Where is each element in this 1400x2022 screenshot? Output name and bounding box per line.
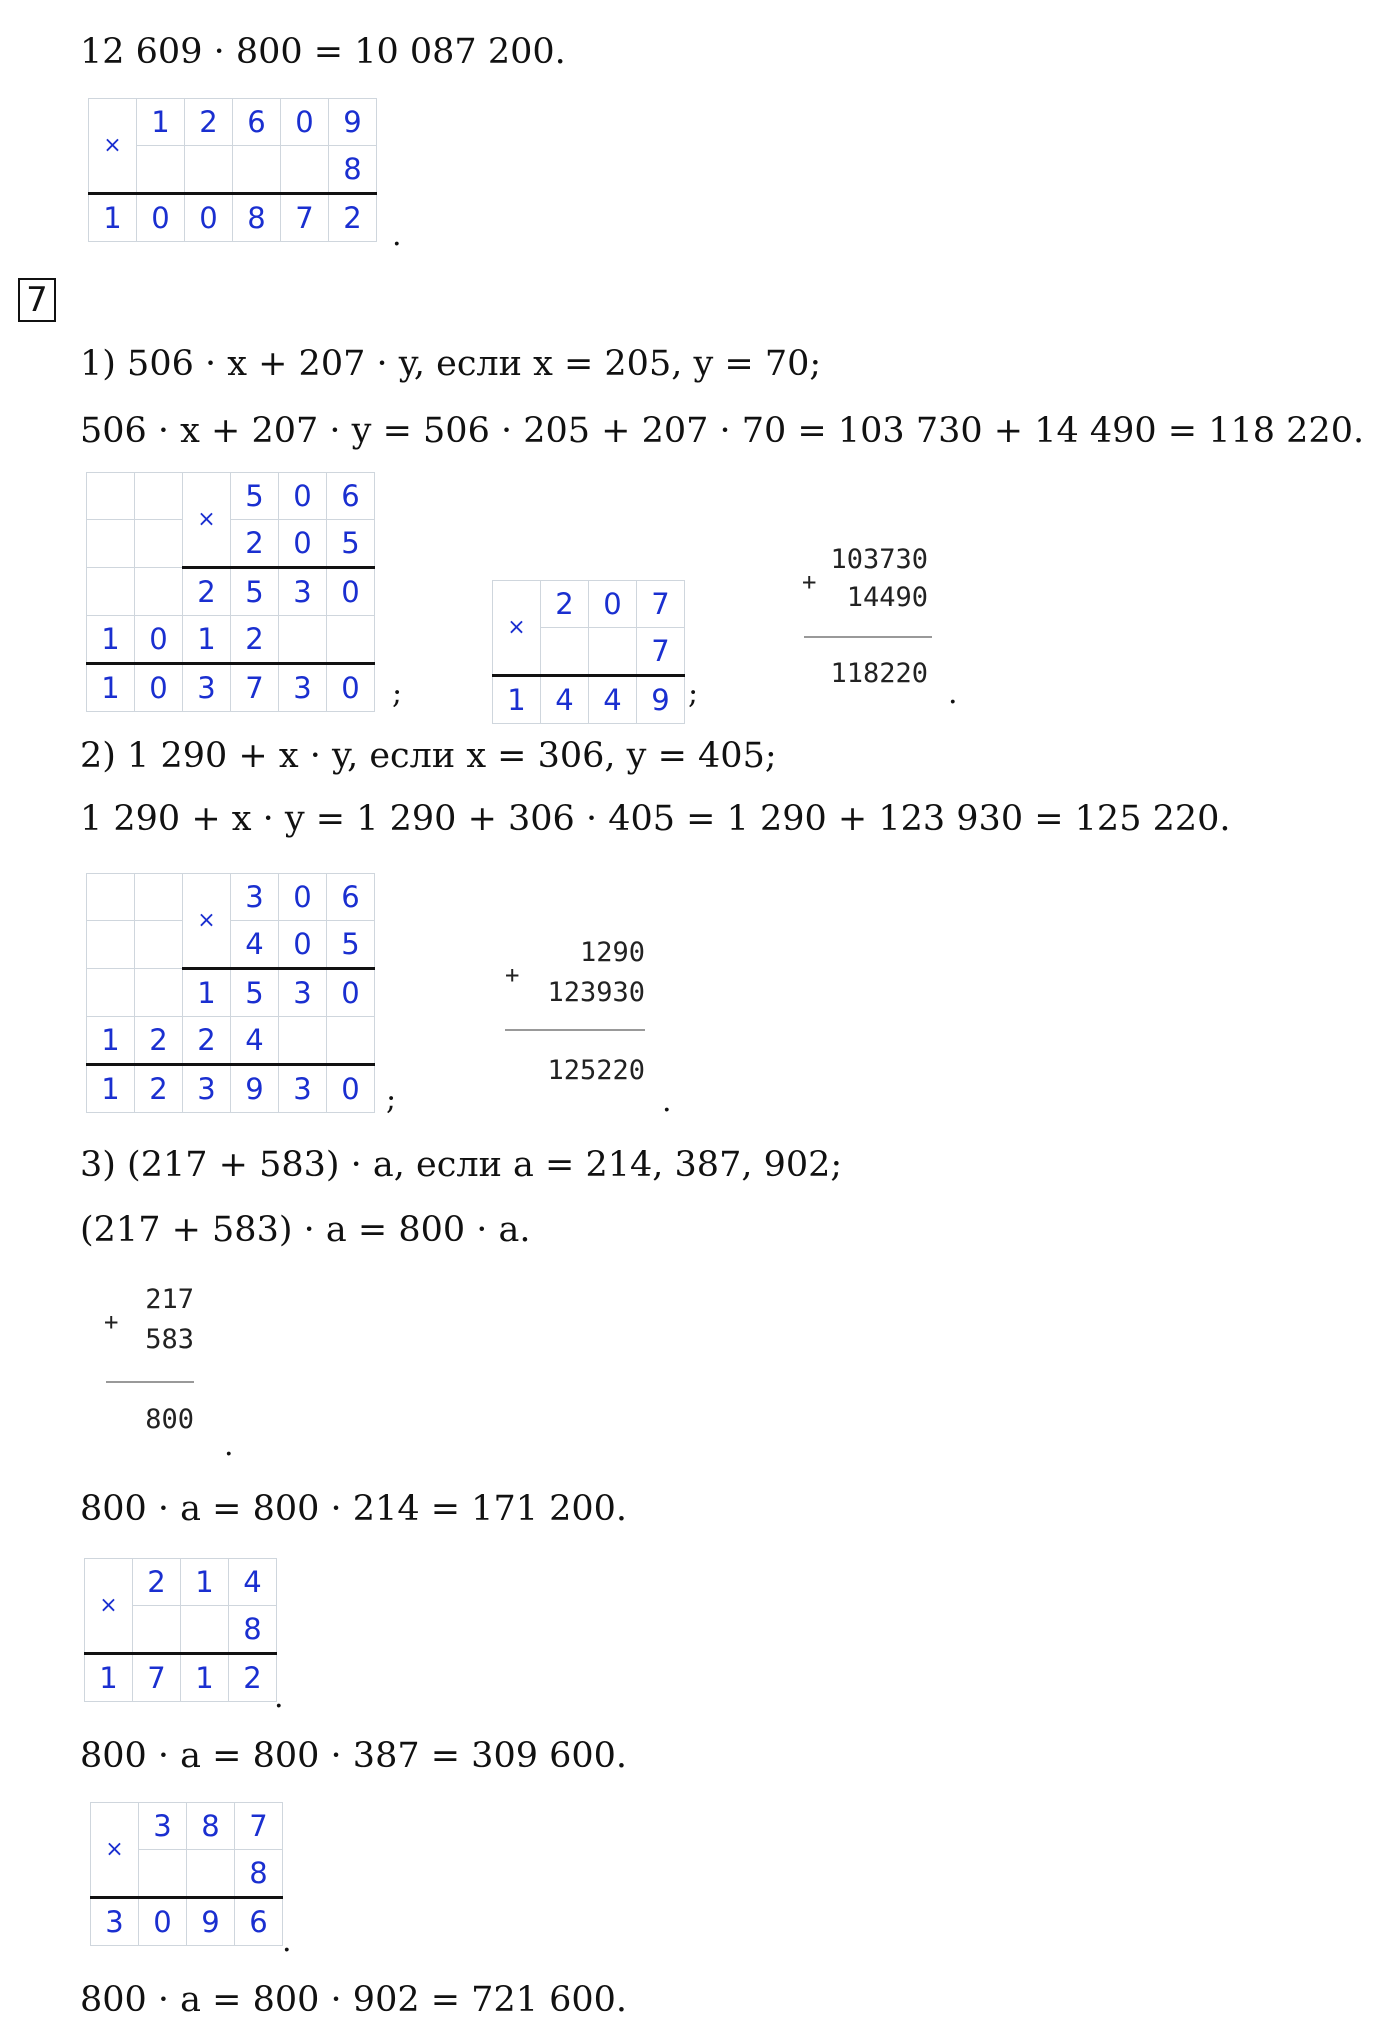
digit-cell: 9 bbox=[231, 1065, 279, 1113]
digit-cell: 4 bbox=[231, 1017, 279, 1065]
empty-cell bbox=[541, 628, 589, 676]
digit-cell: 2 bbox=[231, 520, 279, 568]
empty-cell bbox=[135, 520, 183, 568]
digit-cell: 0 bbox=[279, 473, 327, 520]
digit-cell: 1 bbox=[183, 616, 231, 664]
digit-cell: 0 bbox=[139, 1898, 187, 1946]
semicolon: ; bbox=[688, 676, 699, 711]
digit-cell: 3 bbox=[279, 664, 327, 712]
empty-cell bbox=[185, 146, 233, 194]
digit-cell: 5 bbox=[327, 520, 375, 568]
digit-cell: 2 bbox=[185, 99, 233, 146]
digit-cell: 7 bbox=[637, 628, 685, 676]
period: . bbox=[282, 1924, 292, 1959]
empty-cell bbox=[135, 568, 183, 616]
digit-cell: 0 bbox=[137, 194, 185, 242]
digit-cell: 1 bbox=[137, 99, 185, 146]
empty-cell bbox=[233, 146, 281, 194]
period: . bbox=[392, 218, 402, 253]
digit-cell: 6 bbox=[235, 1898, 283, 1946]
empty-cell bbox=[139, 1850, 187, 1898]
semicolon: ; bbox=[386, 1082, 397, 1117]
empty-cell bbox=[589, 628, 637, 676]
digit-cell: 3 bbox=[279, 568, 327, 616]
empty-cell bbox=[137, 146, 185, 194]
digit-cell: 7 bbox=[235, 1803, 283, 1850]
digit-cell: 9 bbox=[187, 1898, 235, 1946]
digit-cell: 1 bbox=[87, 1065, 135, 1113]
semicolon: ; bbox=[392, 676, 403, 711]
task-line: 2) 1 290 + x · y, если x = 306, y = 405; bbox=[80, 736, 777, 776]
digit-cell: 3 bbox=[279, 1065, 327, 1113]
times-sign: × bbox=[91, 1803, 139, 1898]
empty-cell bbox=[187, 1850, 235, 1898]
times-sign: × bbox=[183, 473, 231, 568]
empty-cell bbox=[181, 1606, 229, 1654]
digit-cell: 1 bbox=[87, 1017, 135, 1065]
digit-cell: 2 bbox=[133, 1559, 181, 1606]
empty-cell bbox=[87, 520, 135, 568]
empty-cell bbox=[279, 1017, 327, 1065]
empty-cell bbox=[87, 473, 135, 520]
digit-cell: 1 bbox=[87, 664, 135, 712]
digit-cell: 0 bbox=[279, 520, 327, 568]
column-addition: + 217 583 800 bbox=[104, 1284, 194, 1435]
plus-sign: + bbox=[802, 568, 817, 596]
empty-cell bbox=[135, 874, 183, 921]
multiplication-grid bbox=[90, 1802, 283, 1946]
digit-cell: 3 bbox=[139, 1803, 187, 1850]
digit-cell: 5 bbox=[327, 921, 375, 969]
plus-sign: + bbox=[505, 961, 520, 989]
digit-cell: 0 bbox=[589, 581, 637, 628]
digit-cell: 1 bbox=[87, 616, 135, 664]
digit-cell: 4 bbox=[589, 676, 637, 724]
digit-cell: 7 bbox=[281, 194, 329, 242]
period: . bbox=[662, 1084, 672, 1119]
digit-cell: 8 bbox=[187, 1803, 235, 1850]
digit-cell: 0 bbox=[135, 616, 183, 664]
digit-cell: 2 bbox=[135, 1065, 183, 1113]
digit-cell: 1 bbox=[493, 676, 541, 724]
digit-cell: 0 bbox=[279, 921, 327, 969]
empty-cell bbox=[87, 969, 135, 1017]
times-sign: × bbox=[85, 1559, 133, 1654]
empty-cell bbox=[327, 1017, 375, 1065]
digit-cell: 2 bbox=[541, 581, 589, 628]
task-line: 3) (217 + 583) · a, если a = 214, 387, 902; bbox=[80, 1145, 843, 1185]
digit-cell: 1 bbox=[181, 1654, 229, 1702]
column-addition: + 1290 123930 125220 bbox=[505, 937, 645, 1086]
digit-cell: 4 bbox=[229, 1559, 277, 1606]
task-number-badge: 7 bbox=[18, 278, 56, 322]
empty-cell bbox=[281, 146, 329, 194]
period: . bbox=[948, 676, 958, 711]
empty-cell bbox=[135, 921, 183, 969]
digit-cell: 1 bbox=[181, 1559, 229, 1606]
equation-line: 800 · a = 800 · 387 = 309 600. bbox=[80, 1736, 628, 1776]
sum-rule bbox=[804, 636, 932, 638]
digit-cell: 8 bbox=[235, 1850, 283, 1898]
equation-line: 800 · a = 800 · 214 = 171 200. bbox=[80, 1489, 628, 1529]
digit-cell: 8 bbox=[329, 146, 377, 194]
sum-rule bbox=[106, 1381, 194, 1383]
digit-cell: 6 bbox=[327, 874, 375, 921]
empty-cell bbox=[133, 1606, 181, 1654]
digit-cell: 3 bbox=[279, 969, 327, 1017]
sum-rule bbox=[505, 1029, 645, 1031]
digit-cell: 0 bbox=[135, 664, 183, 712]
plus-sign: + bbox=[104, 1308, 119, 1336]
equation-line: 506 · x + 207 · y = 506 · 205 + 207 · 70 = 103 730 + 14 490 = 118 220. bbox=[80, 411, 1365, 451]
digit-cell: 2 bbox=[231, 616, 279, 664]
digit-cell: 6 bbox=[233, 99, 281, 146]
multiplication-grid bbox=[86, 873, 375, 1113]
times-sign: × bbox=[183, 874, 231, 969]
empty-cell bbox=[279, 616, 327, 664]
digit-cell: 2 bbox=[183, 1017, 231, 1065]
digit-cell: 3 bbox=[183, 1065, 231, 1113]
digit-cell: 0 bbox=[185, 194, 233, 242]
digit-cell: 0 bbox=[281, 99, 329, 146]
times-sign: × bbox=[89, 99, 137, 194]
digit-cell: 0 bbox=[327, 664, 375, 712]
digit-cell: 0 bbox=[279, 874, 327, 921]
digit-cell: 8 bbox=[229, 1606, 277, 1654]
empty-cell bbox=[135, 473, 183, 520]
empty-cell bbox=[327, 616, 375, 664]
digit-cell: 5 bbox=[231, 568, 279, 616]
digit-cell: 2 bbox=[229, 1654, 277, 1702]
column-addition: + 103730 14490 118220 bbox=[800, 544, 928, 694]
digit-cell: 1 bbox=[89, 194, 137, 242]
digit-cell: 1 bbox=[183, 969, 231, 1017]
digit-cell: 2 bbox=[329, 194, 377, 242]
digit-cell: 2 bbox=[135, 1017, 183, 1065]
digit-cell: 3 bbox=[231, 874, 279, 921]
digit-cell: 3 bbox=[183, 664, 231, 712]
digit-cell: 0 bbox=[327, 568, 375, 616]
digit-cell: 7 bbox=[133, 1654, 181, 1702]
empty-cell bbox=[87, 921, 135, 969]
multiplication-grid bbox=[86, 472, 375, 712]
digit-cell: 7 bbox=[637, 581, 685, 628]
digit-cell: 5 bbox=[231, 969, 279, 1017]
digit-cell: 5 bbox=[231, 473, 279, 520]
equation-line: (217 + 583) · a = 800 · a. bbox=[80, 1210, 531, 1250]
multiplication-grid bbox=[84, 1558, 277, 1702]
digit-cell: 4 bbox=[541, 676, 589, 724]
digit-cell: 9 bbox=[329, 99, 377, 146]
equation-line: 800 · a = 800 · 902 = 721 600. bbox=[80, 1980, 628, 2020]
digit-cell: 2 bbox=[183, 568, 231, 616]
empty-cell bbox=[87, 874, 135, 921]
period: . bbox=[224, 1428, 234, 1463]
empty-cell bbox=[135, 969, 183, 1017]
equation-line: 1 290 + x · y = 1 290 + 306 · 405 = 1 290 + 123 930 = 125 220. bbox=[80, 799, 1231, 839]
digit-cell: 6 bbox=[327, 473, 375, 520]
times-sign: × bbox=[493, 581, 541, 676]
digit-cell: 4 bbox=[231, 921, 279, 969]
empty-cell bbox=[87, 568, 135, 616]
digit-cell: 0 bbox=[327, 1065, 375, 1113]
digit-cell: 7 bbox=[231, 664, 279, 712]
multiplication-grid bbox=[88, 98, 377, 242]
digit-cell: 0 bbox=[327, 969, 375, 1017]
period: . bbox=[274, 1680, 284, 1715]
equation-line: 12 609 · 800 = 10 087 200. bbox=[80, 32, 566, 72]
multiplication-grid bbox=[492, 580, 685, 724]
task-line: 1) 506 · x + 207 · y, если x = 205, y = 70; bbox=[80, 344, 822, 384]
digit-cell: 1 bbox=[85, 1654, 133, 1702]
digit-cell: 8 bbox=[233, 194, 281, 242]
digit-cell: 3 bbox=[91, 1898, 139, 1946]
digit-cell: 9 bbox=[637, 676, 685, 724]
